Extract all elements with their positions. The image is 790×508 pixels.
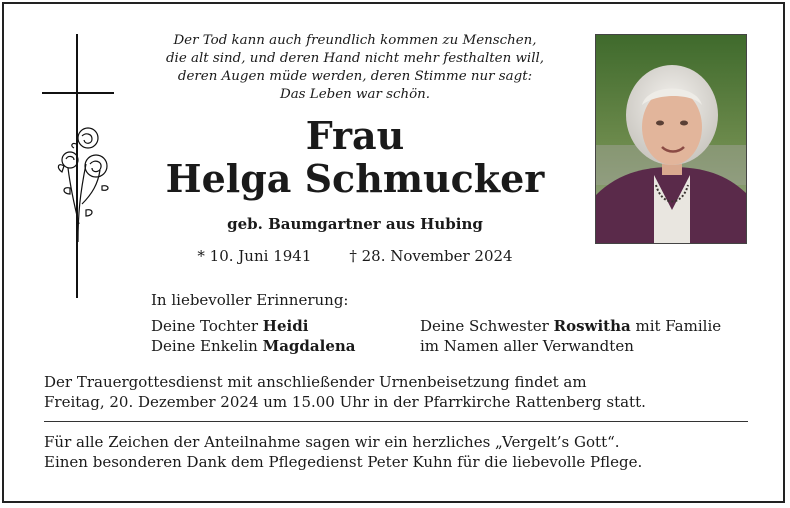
maiden-name: geb. Baumgartner aus Hubing bbox=[227, 215, 483, 233]
death-date: † 28. November 2024 bbox=[349, 247, 513, 265]
mourner-relation: Deine Schwester bbox=[420, 317, 554, 335]
life-dates bbox=[140, 246, 570, 266]
mourner-relation: Deine Enkelin bbox=[151, 337, 263, 355]
mourner-line bbox=[420, 336, 721, 356]
poem-line: die alt sind, und deren Hand nicht mehr festhalten will, bbox=[165, 51, 545, 66]
portrait-photo bbox=[595, 34, 747, 244]
mourner-relation: im Namen aller Verwandten bbox=[420, 337, 634, 355]
mourner-suffix: mit Familie bbox=[630, 317, 722, 335]
mourners-left bbox=[151, 316, 356, 356]
poem-line: deren Augen müde werden, deren Stimme nur sagt: bbox=[177, 69, 533, 84]
poem-line: Das Leben war schön. bbox=[279, 87, 431, 102]
memory-heading: In liebevoller Erinnerung: bbox=[151, 291, 349, 309]
mourner-relation: Deine Tochter bbox=[151, 317, 263, 335]
service-info bbox=[44, 372, 646, 412]
service-line: Freitag, 20. Dezember 2024 um 15.00 Uhr in der Pfarrkirche Rattenberg statt. bbox=[44, 393, 646, 411]
poem bbox=[140, 32, 570, 104]
thanks-line: Einen besonderen Dank dem Pflegedienst Peter Kuhn für die liebevolle Pflege. bbox=[44, 453, 643, 471]
birth-date: * 10. Juni 1941 bbox=[197, 247, 312, 265]
roses-icon bbox=[52, 124, 114, 244]
thanks-line: Für alle Zeichen der Anteilnahme sagen wir ein herzliches „Vergelt’s Gott“. bbox=[44, 433, 620, 451]
thanks-text bbox=[44, 432, 642, 472]
salutation: Frau bbox=[305, 113, 405, 158]
mourners-right bbox=[420, 316, 721, 356]
deceased-name: Helga Schmucker bbox=[165, 156, 545, 201]
mourner-name: Magdalena bbox=[262, 337, 356, 355]
mourner-line bbox=[151, 336, 356, 356]
mourner-line bbox=[151, 316, 356, 336]
cross-icon-bar bbox=[42, 92, 114, 94]
divider bbox=[44, 421, 748, 422]
service-line: Der Trauergottesdienst mit anschließender Urnenbeisetzung findet am bbox=[44, 373, 587, 391]
mourner-name: Roswitha bbox=[553, 317, 631, 335]
poem-line: Der Tod kann auch freundlich kommen zu Menschen, bbox=[173, 33, 537, 48]
mourner-name: Heidi bbox=[262, 317, 309, 335]
mourner-line bbox=[420, 316, 721, 336]
